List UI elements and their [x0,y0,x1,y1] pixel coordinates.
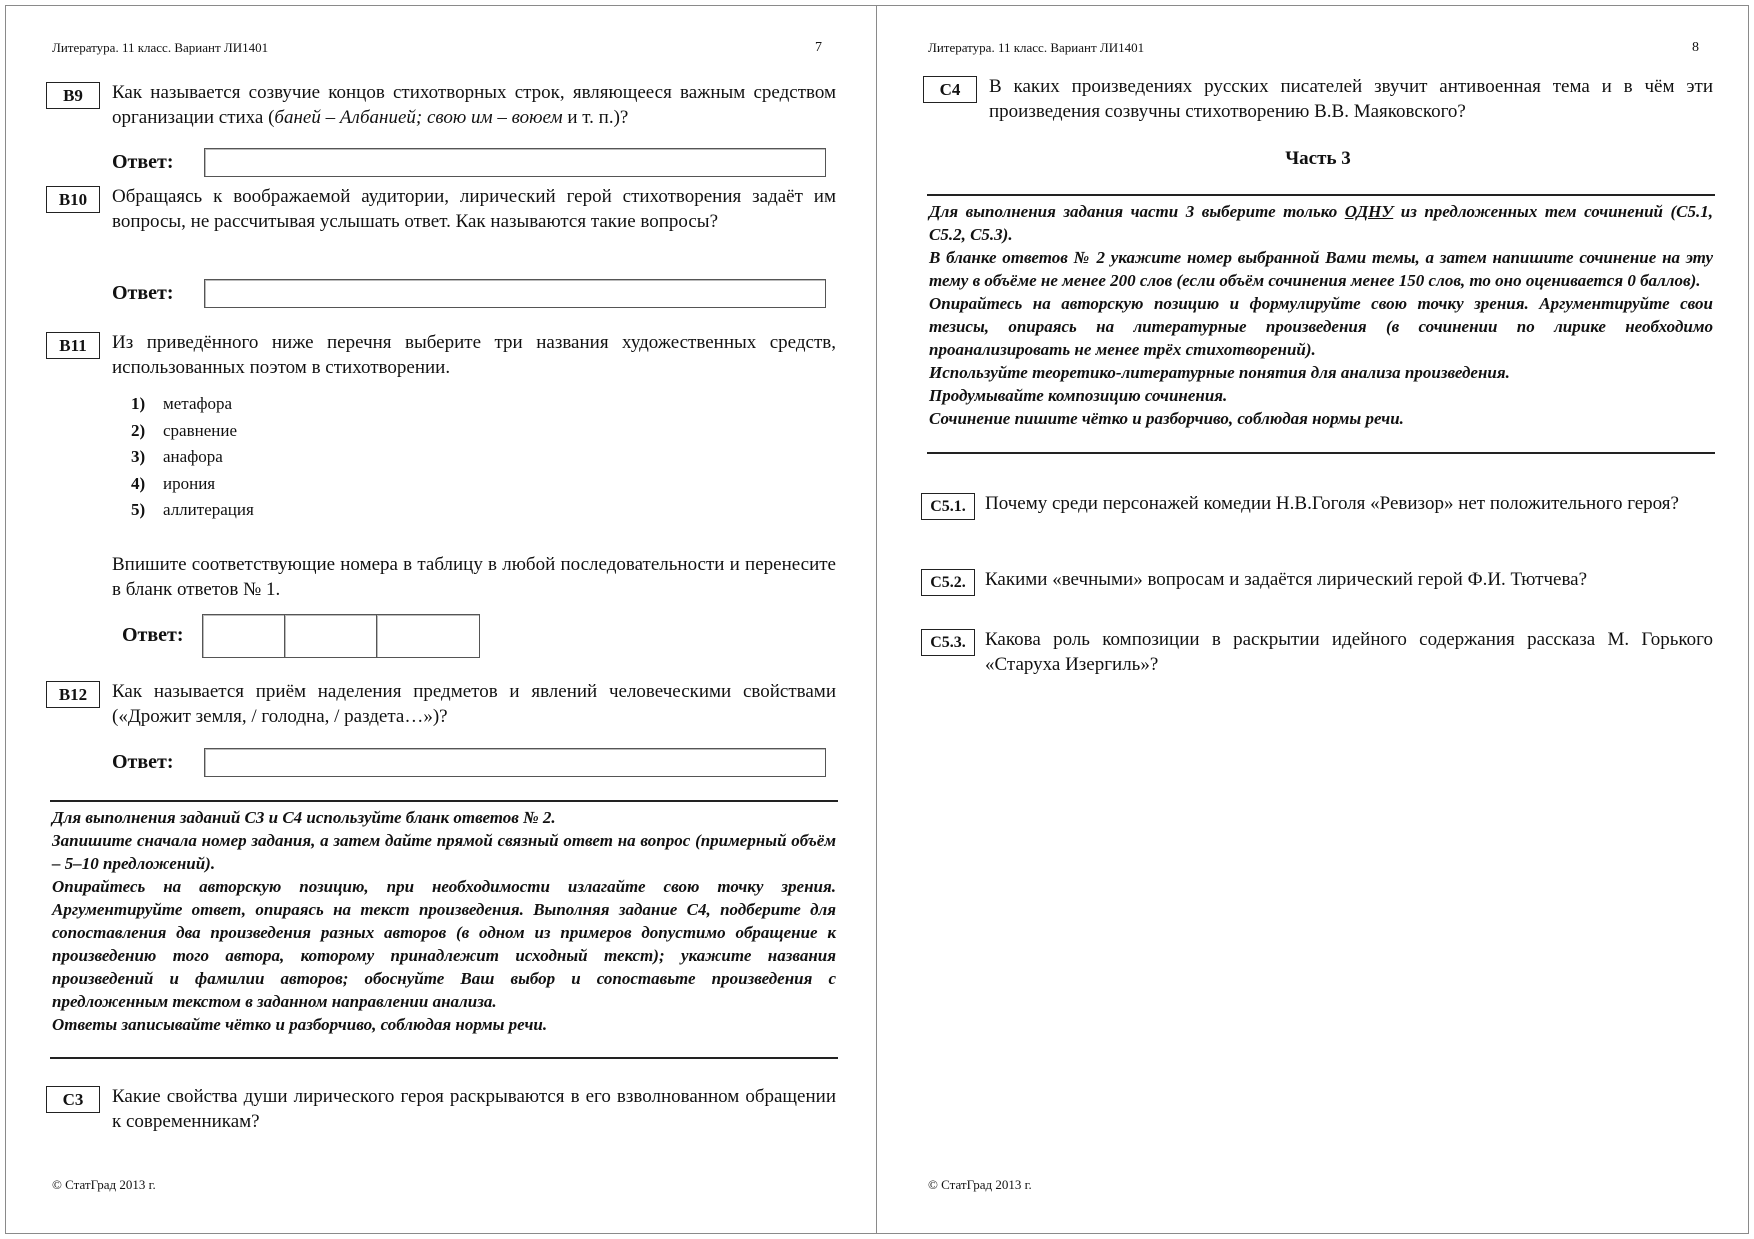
task-label: С5.1. [921,493,975,520]
list-item: 5) аллитерация [131,500,254,519]
task-question: Какими «вечными» вопросам и задаётся лирический герой Ф.И. Тютчева? [985,569,1588,590]
task-question: Какова роль композиции в раскрытии идейного содержания рассказа М. Горького «Старуха Изергиль»? [985,629,1713,675]
task-question: Из приведённого ниже перечня выберите три названия художественных средств, использованных поэтом в стихотворении. [112,332,836,378]
task-label: В12 [46,681,100,708]
task-label: С4 [923,76,977,103]
instructions-box [50,800,838,1059]
instruction-line: Ответы записывайте чётко и разборчиво, соблюдая нормы речи. [52,1015,548,1034]
answer-row-b10 [112,279,832,309]
answer-field-b9[interactable] [204,148,826,177]
answer-cell-1[interactable] [202,614,286,658]
task-question: В каких произведениях русских писателей звучит антивоенная тема и в чём эти произведения созвучны стихотворению В.В. Маяковского? [989,76,1713,122]
instruction-line: Запишите сначала номер задания, а затем дайте прямой связный ответ на вопрос (примерный объём – 5–10 предложений). [52,831,836,873]
answer-label: Ответ: [122,624,184,646]
b11-instruction: Впишите соответствующие номера в таблицу в любой последовательности и перенесите в бланк ответов № 1. [112,554,836,600]
right-page [877,0,1754,1239]
running-head: Литература. 11 класс. Вариант ЛИ1401 [928,40,1145,55]
answer-field-b12[interactable] [204,748,826,777]
instruction-line: Продумывайте композицию сочинения. [929,386,1228,405]
task-question: Обращаясь к воображаемой аудитории, лирический герой стихотворения задаёт им вопросы, не рассчитывая услышать ответ. Как называются такие вопросы? [112,186,836,232]
page-number: 7 [815,40,822,55]
instruction-line: Для выполнения задания части 3 выберите только ОДНУ из предложенных тем сочинений (С5.1, С5.2, С5.3). [929,202,1713,244]
footer-copyright: © СтатГрад 2013 г. [52,1177,156,1192]
task-label: В9 [46,82,100,109]
task-label: С5.3. [921,629,975,656]
task-question: Как называется приём наделения предметов и явлений человеческими свойствами («Дрожит земля, / голодна, / раздета…»)? [112,681,836,727]
task-label: В10 [46,186,100,213]
running-head: Литература. 11 класс. Вариант ЛИ1401 [52,40,269,55]
instruction-line: Используйте теоретико-литературные понятия для анализа произведения. [929,363,1510,382]
answer-label: Ответ: [112,751,174,773]
instruction-line: Сочинение пишите чётко и разборчиво, соблюдая нормы речи. [929,409,1404,428]
list-item: 2) сравнение [131,420,238,440]
list-item: 1) метафора [131,394,233,413]
instruction-line: Опирайтесь на авторскую позицию и формулируйте свою точку зрения. Аргументируйте свои тезисы, опираясь на литературные произведения (в сочинении по лирике необходимо проанализировать не менее трёх стихотворений). [929,294,1713,359]
answer-cell-3[interactable] [376,614,480,658]
answer-label: Ответ: [112,282,174,304]
task-label: С5.2. [921,569,975,596]
part-title: Часть 3 [1285,148,1351,169]
instruction-line: Для выполнения заданий С3 и С4 используйте бланк ответов № 2. [52,808,556,827]
instruction-line: Опирайтесь на авторскую позицию, при необходимости излагайте свою точку зрения. Аргументируйте ответ, опираясь на текст произведения. Выполняя задание С4, подберите для сопоставления два произведения разных авторов (в одном из примеров допустимо обращение к произведению того автора, которому принадлежит исходный текст); укажите названия произведений и фамилии авторов; обоснуйте Ваш выбор и сопоставьте произведения с предложенным текстом в заданном направлении анализа. [52,877,836,1011]
task-question: Почему среди персонажей комедии Н.В.Гоголя «Ревизор» нет положительного героя? [985,493,1679,514]
list-item: 4) ирония [131,473,216,493]
footer-copyright: © СтатГрад 2013 г. [928,1177,1032,1192]
answer-field-b10[interactable] [204,279,826,308]
page-number: 8 [1692,40,1699,55]
instructions-box [927,194,1715,454]
answer-row-b11 [122,614,482,658]
task-label: С3 [46,1086,100,1113]
answer-cell-2[interactable] [284,614,378,658]
task-question: Как называется созвучие концов стихотворных строк, являющееся важным средством организации стиха (баней – Албанией; свою им – воюем и т. п.)? [112,82,836,128]
task-label: В11 [46,332,100,359]
answer-row-b9 [112,148,832,178]
list-item: 3) анафора [131,447,223,466]
answer-row-b12 [112,748,832,778]
option-list [131,391,254,524]
answer-label: Ответ: [112,151,174,173]
task-question: Какие свойства души лирического героя раскрываются в его взволнованном обращении к современникам? [112,1086,836,1132]
instruction-line: В бланке ответов № 2 укажите номер выбранной Вами темы, а затем напишите сочинение на эту тему в объёме не менее 200 слов (если объём сочинения менее 150 слов, то оно оценивается 0 баллов). [929,248,1713,290]
